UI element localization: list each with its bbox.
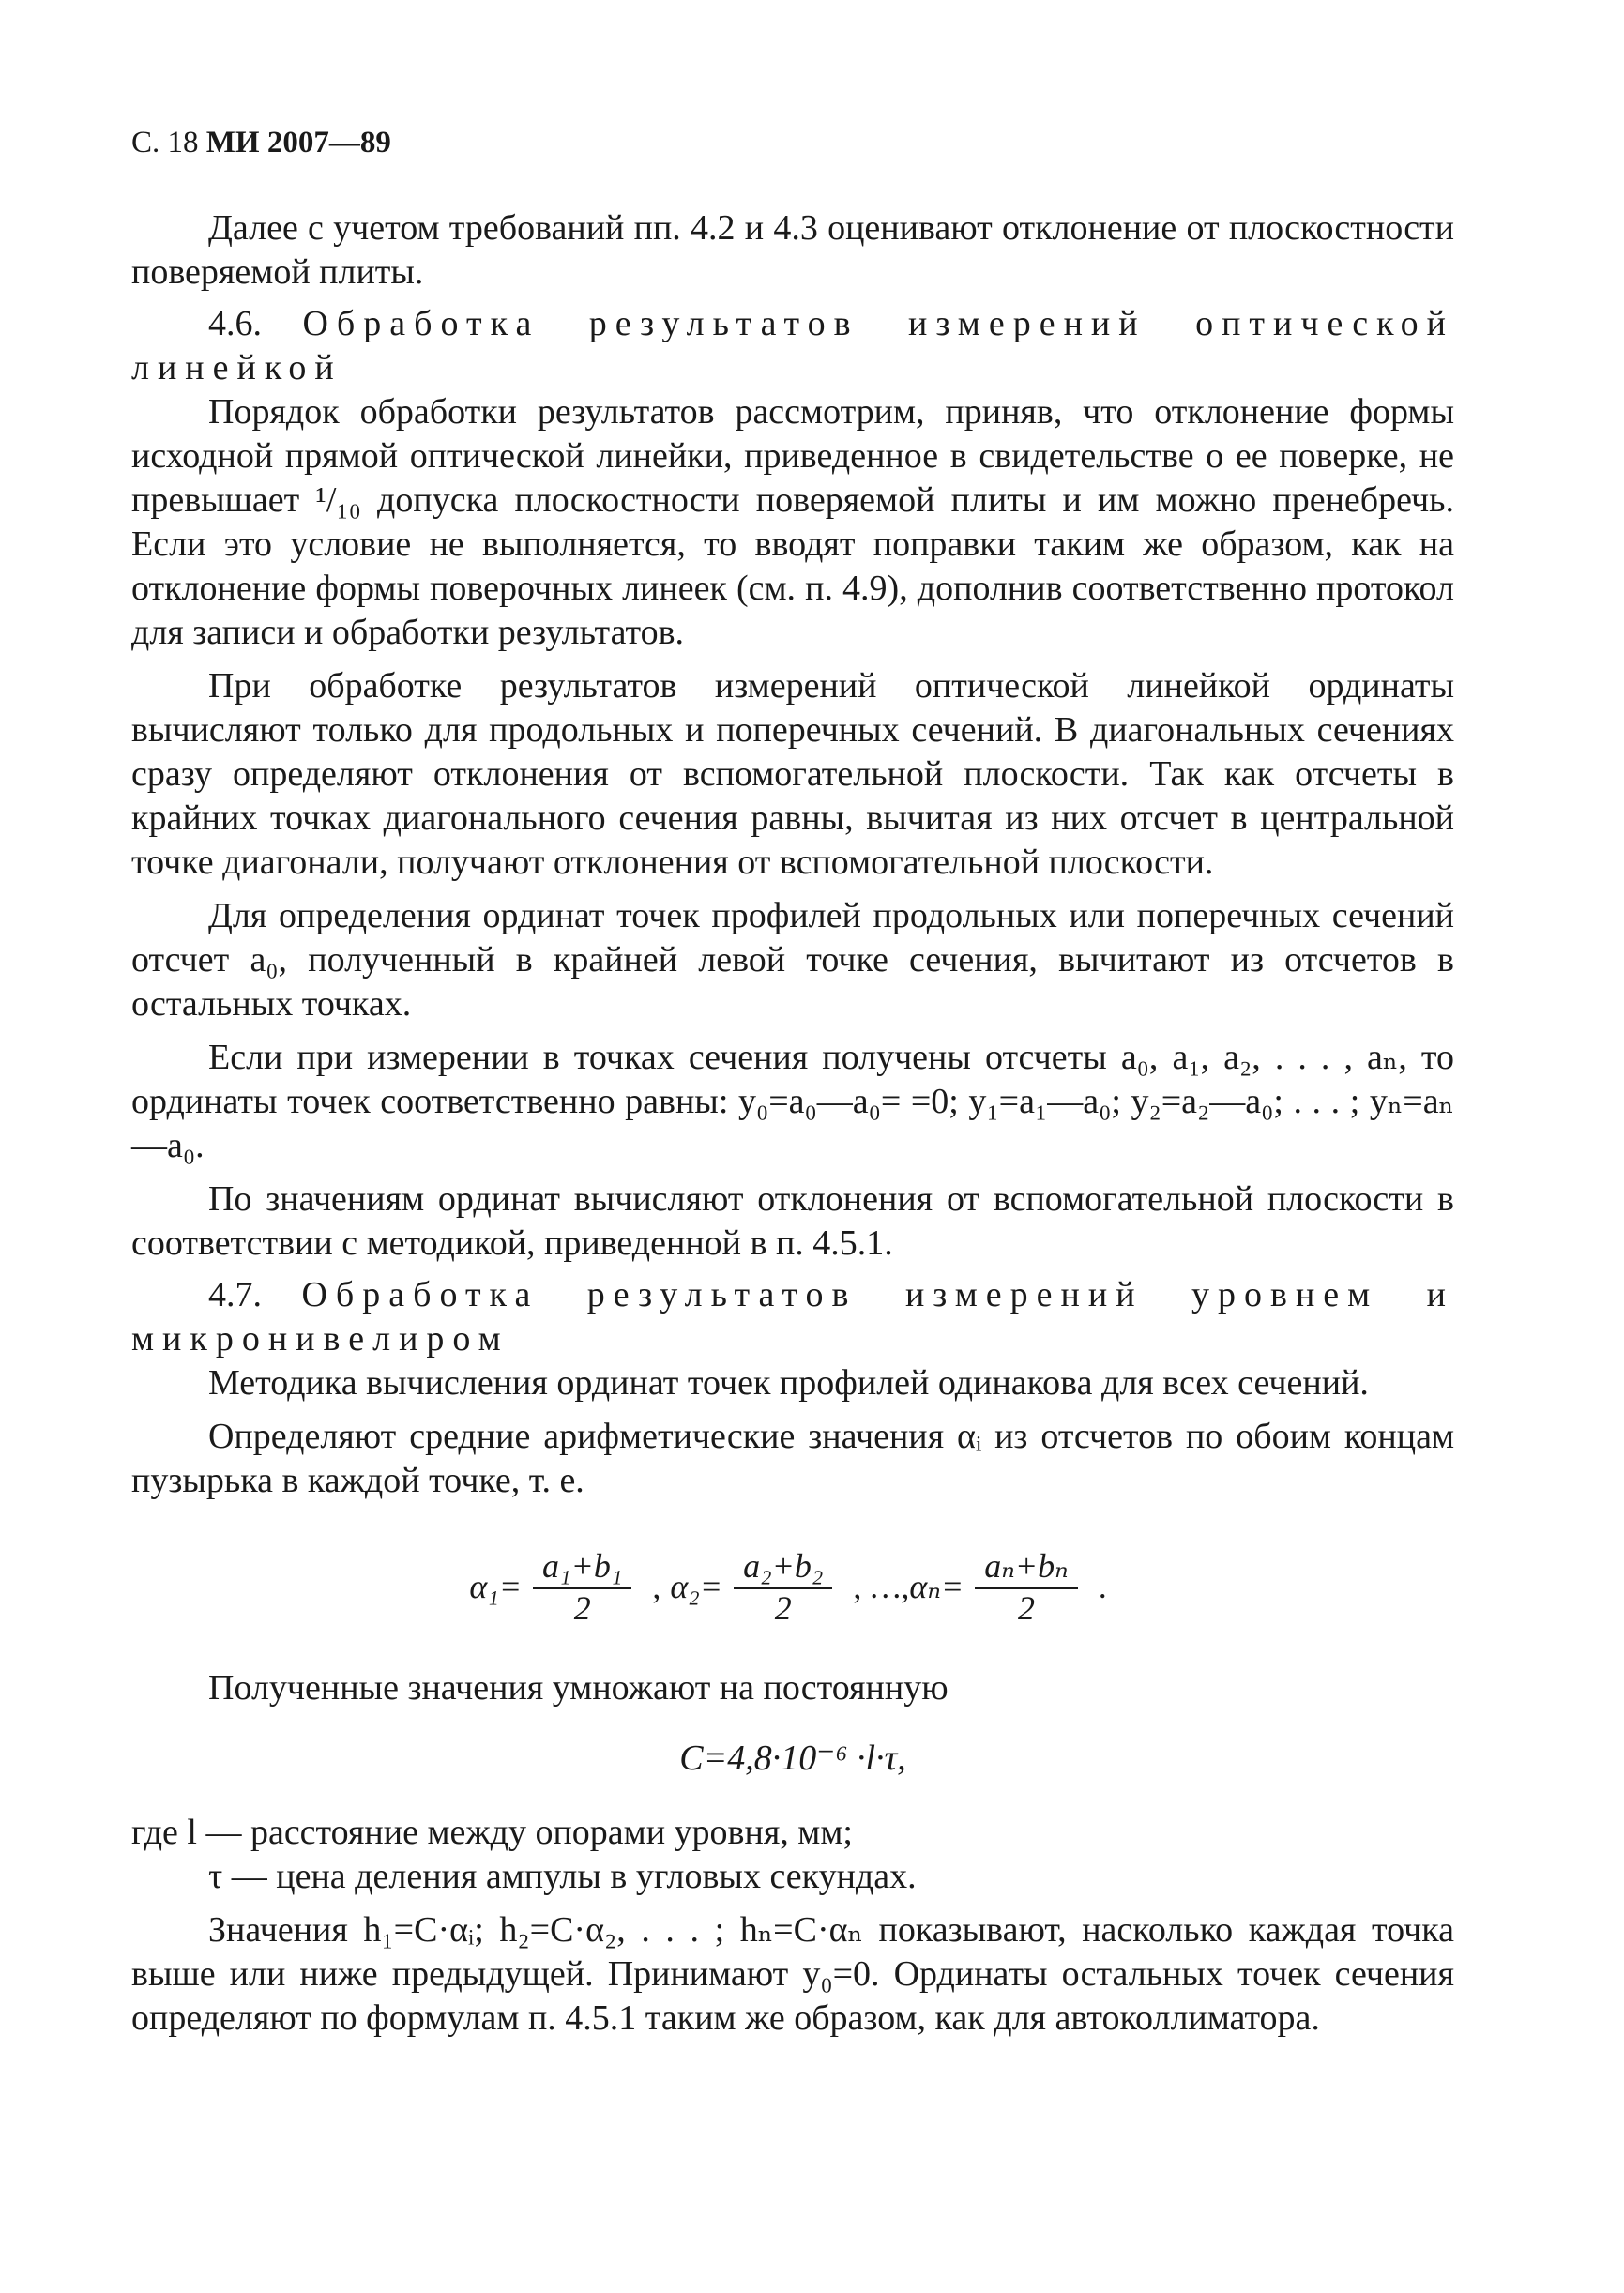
mean-formula: α₁= $\frac{\text{a₁+b₁}}{2}$ , α₂= $\frac{\text{a₂+b₂}}{2}$ , …, αₙ= $\frac{\text{aₙ+bₙ}}{2}$ . (469, 1547, 1107, 1627)
constant-formula: C=4,8·10⁻⁶ ·l·τ, (679, 1739, 906, 1778)
paragraph-2: Порядок обработки результатов рассмотрим, приняв, что отклонение формы исходной прямой оптической линейки, приведенное в свидетельстве о ее поверке, не превышает ¹/₁₀ допуска плоскостности поверяемой плиты и им можно пренебречь. Если это условие не выполняется, то вводят поправки таким же образом, как на отклонение формы поверочных линеек (см. п. 4.9), дополнив соответственно протокол для записи и обработки результатов. (131, 392, 1454, 652)
page-number: С. 18 (131, 126, 199, 159)
numerator: a₂+b₂ (734, 1546, 832, 1589)
paragraph-7: Методика вычисления ординат точек профилей одинакова для всех сечений. (208, 1363, 1369, 1403)
formula-lhs: α₁= (469, 1568, 523, 1605)
paragraph-3: При обработке результатов измерений оптической линейкой ординаты вычисляют только для продольных и поперечных сечений. В диагональных сечениях сразу определяют отклонения от вспомогательной плоскости. Так как отсчеты в крайних точках диагонального сечения равны, вычитая из них отсчет в центральной точке диагонали, получают отклонения от вспомогательной плоскости. (131, 666, 1454, 882)
document-code: МИ 2007—89 (205, 126, 391, 159)
page-header (131, 122, 1454, 163)
paragraph-1: Далее с учетом требований пп. 4.2 и 4.3 оценивают отклонение от плоскостности поверяемой плиты. (131, 208, 1454, 292)
formula-end: . (1098, 1568, 1107, 1605)
paragraph-8: Определяют средние арифметические значения αᵢ из отсчетов по обоим концам пузырька в каждой точке, т. е. (131, 1417, 1454, 1500)
section-number: 4.6. (208, 304, 262, 343)
paragraph-4: Для определения ординат точек профилей продольных или поперечных сечений отсчет a₀, полученный в крайней левой точке сечения, вычитают из отсчетов в остальных точках. (131, 896, 1454, 1024)
section-title: Обработка результатов измерений оптической линейкой (131, 304, 1455, 387)
numerator: a₁+b₁ (533, 1546, 631, 1589)
paragraph-10: Значения h₁=C·αᵢ; h₂=C·α₂, . . . ; hₙ=C·αₙ показывают, насколько каждая точка выше или ниже предыдущей. Принимают y₀=0. Ординаты остальных точек сечения определяют по формулам п. 4.5.1 таким же образом, как для автоколлиматора. (131, 1910, 1454, 2038)
formula-lhs: α₂= (670, 1568, 723, 1605)
section-4-7-heading (131, 1273, 1454, 1361)
paragraph-5: Если при измерении в точках сечения получены отсчеты a₀, a₁, a₂, . . . , aₙ, то ординаты точек соответственно равны: y₀=a₀—a₀= =0; y₁=a₁—a₀; y₂=a₂—a₀; . . . ; yₙ=aₙ—a₀. (131, 1038, 1454, 1165)
formula-ellipsis: …, (871, 1568, 910, 1605)
section-number: 4.7. (208, 1275, 262, 1314)
document-page (131, 122, 1454, 2041)
denominator: 2 (774, 1589, 792, 1627)
paragraph-9: Полученные значения умножают на постоянную (208, 1668, 949, 1708)
section-4-6-heading (131, 302, 1454, 390)
denominator: 2 (1017, 1589, 1035, 1627)
fraction (734, 1546, 832, 1627)
where-line-1: где l — расстояние между опорами уровня, мм; (131, 1813, 853, 1852)
fraction (533, 1546, 631, 1627)
denominator: 2 (573, 1589, 591, 1627)
paragraph-6: По значениям ординат вычисляют отклонения от вспомогательной плоскости в соответствии с методикой, приведенной в п. 4.5.1. (131, 1179, 1454, 1263)
section-title: Обработка результатов измерений уровнем и микронивелиром (131, 1275, 1454, 1359)
fraction (975, 1546, 1077, 1627)
where-line-2: τ — цена деления ампулы в угловых секундах. (208, 1857, 917, 1896)
formula-lhs: αₙ= (909, 1568, 964, 1605)
numerator: aₙ+bₙ (975, 1546, 1077, 1589)
